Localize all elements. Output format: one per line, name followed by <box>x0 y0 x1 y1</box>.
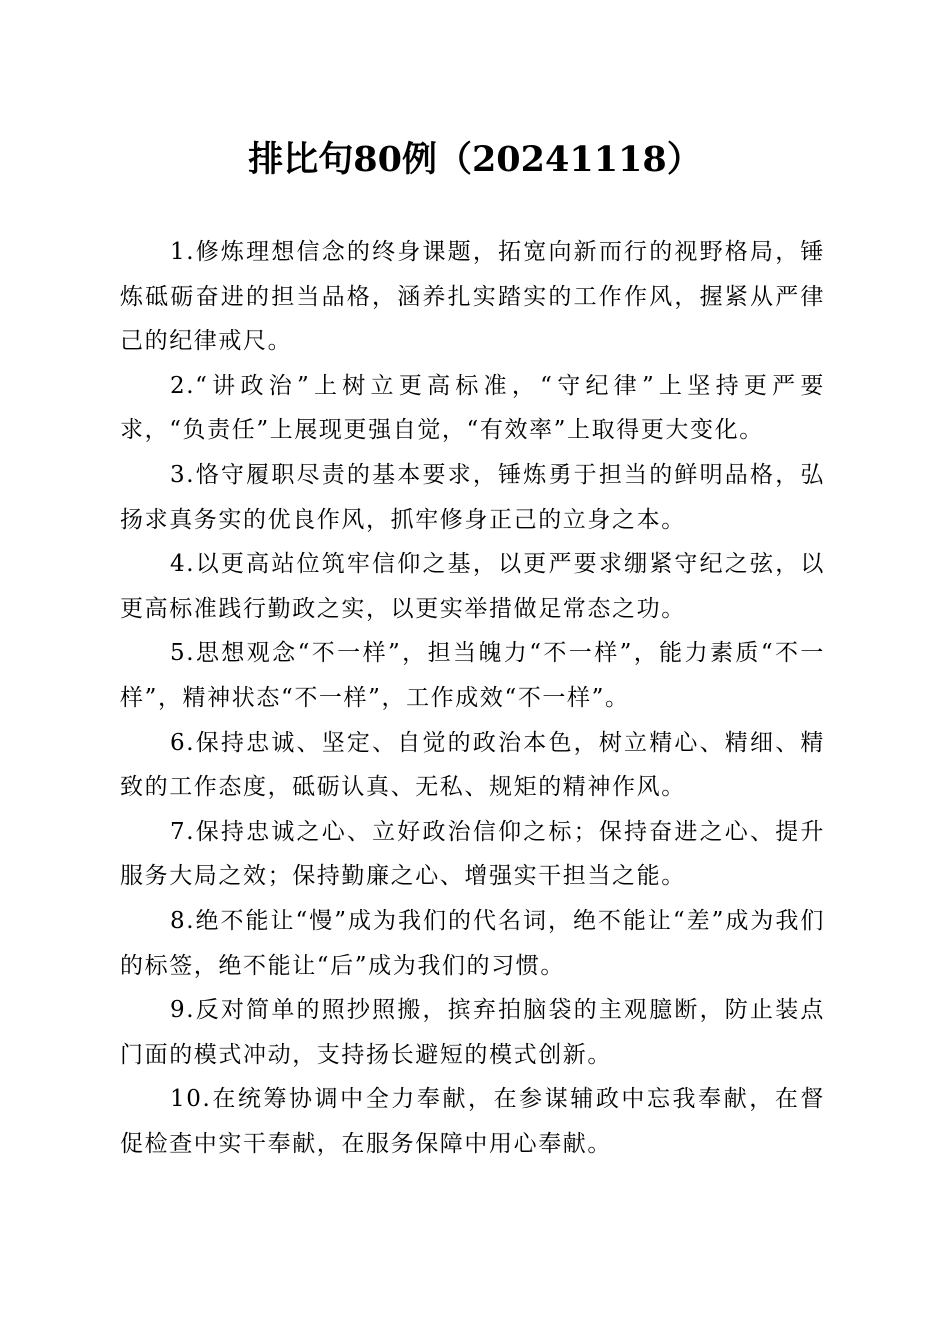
document-body <box>120 230 825 1166</box>
paragraph-5: 5.思想观念“不一样”，担当魄力“不一样”，能力素质“不一样”，精神状态“不一样”，工作成效“不一样”。 <box>120 640 825 711</box>
paragraph-3: 3.恪守履职尽责的基本要求，锤炼勇于担当的鲜明品格，弘扬求真务实的优良作风，抓牢修身正己的立身之本。 <box>120 461 825 533</box>
paragraph-8: 8.绝不能让“慢”成为我们的代名词，绝不能让“差”成为我们的标签，绝不能让“后”成为我们的习惯。 <box>120 907 825 979</box>
document-title: 排比句80例（20241118） <box>248 139 702 180</box>
paragraph-9: 9.反对简单的照抄照搬，摈弃拍脑袋的主观臆断，防止装点门面的模式冲动，支持扬长避短的模式创新。 <box>120 997 825 1068</box>
paragraph-6: 6.保持忠诚、坚定、自觉的政治本色，树立精心、精细、精致的工作态度，砥砺认真、无私、规矩的精神作风。 <box>120 729 825 801</box>
paragraph-1: 1.修炼理想信念的终身课题，拓宽向新而行的视野格局，锤炼砥砺奋进的担当品格，涵养扎实踏实的工作作风，握紧从严律己的纪律戒尺。 <box>120 239 825 355</box>
paragraph-2: 2.“讲政治”上树立更高标准，“守纪律”上坚持更严要求，“负责任”上展现更强自觉，“有效率”上取得更大变化。 <box>120 372 825 444</box>
paragraph-4: 4.以更高站位筑牢信仰之基，以更严要求绷紧守纪之弦，以更高标准践行勤政之实，以更实举措做足常态之功。 <box>120 551 825 622</box>
paragraph-10: 10.在统筹协调中全力奉献，在参谋辅政中忘我奉献，在督促检查中实干奉献，在服务保障中用心奉献。 <box>120 1086 825 1157</box>
paragraph-7: 7.保持忠诚之心、立好政治信仰之标；保持奋进之心、提升服务大局之效；保持勤廉之心、增强实干担当之能。 <box>120 818 825 890</box>
